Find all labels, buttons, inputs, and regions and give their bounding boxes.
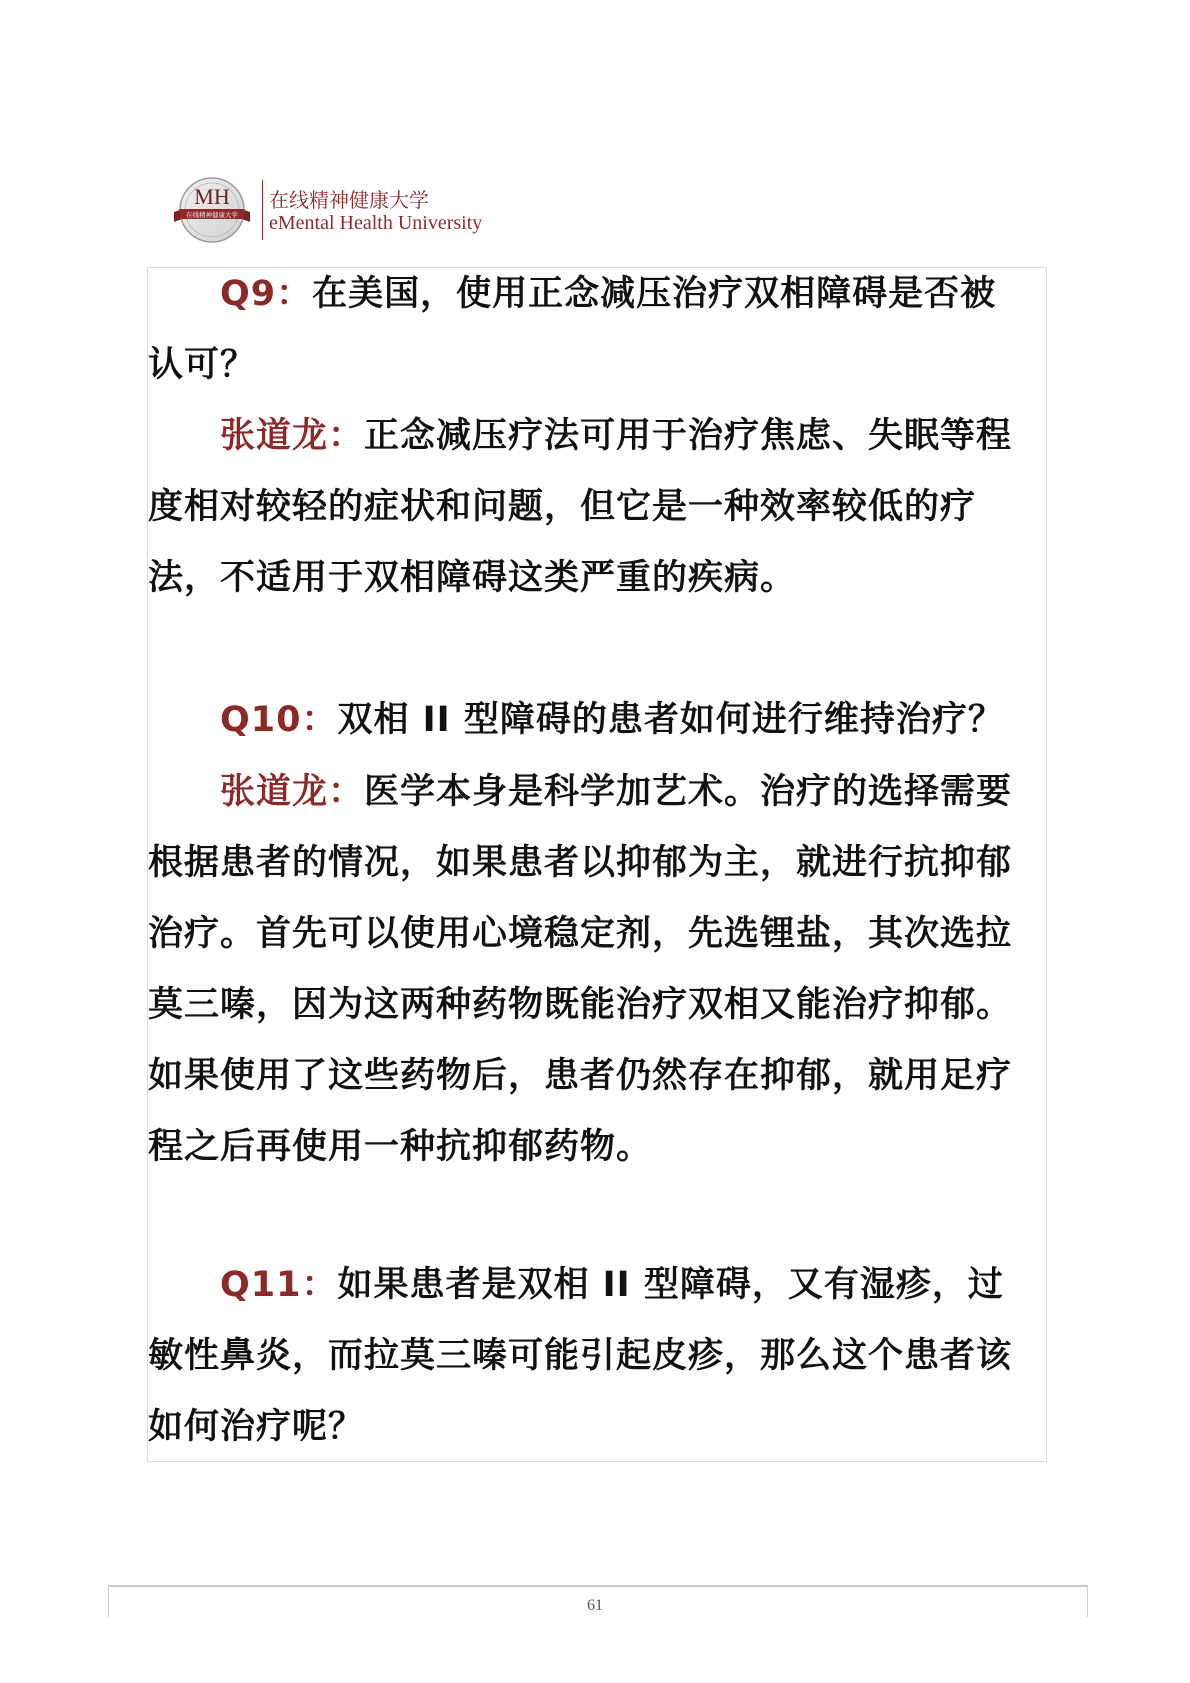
question-text: 双相 II 型障碍的患者如何进行维持治疗？ bbox=[337, 700, 1004, 740]
qa-content-box bbox=[147, 267, 1047, 1462]
logo-ribbon-text: 在线精神健康大学 bbox=[186, 211, 238, 219]
question-q9 bbox=[148, 259, 1018, 401]
footer-divider bbox=[108, 1585, 1088, 1587]
answer-text: 医学本身是科学加艺术。治疗的选择需要根据患者的情况，如果患者以抑郁为主，就进行抗抑郁治疗。首先可以使用心境稳定剂，先选锂盐，其次选拉莫三嗪，因为这两种药物既能治疗双相又能治疗抑郁。如果使用了这些药物后，患者仍然存在抑郁，就用足疗程之后再使用一种抗抑郁药物。 bbox=[148, 772, 1013, 1167]
university-logo bbox=[170, 174, 500, 250]
question-q10 bbox=[148, 685, 1018, 756]
seal-emblem-icon bbox=[172, 176, 252, 244]
page-number: 61 bbox=[587, 1597, 603, 1614]
logo-divider bbox=[262, 180, 263, 240]
question-text: 在美国，使用正念减压治疗双相障碍是否被认可？ bbox=[148, 274, 997, 385]
answer-a10 bbox=[148, 757, 1018, 1183]
question-label: Q11： bbox=[220, 1265, 338, 1305]
answer-text: 正念减压疗法可用于治疗焦虑、失眠等程度相对较轻的症状和问题，但它是一种效率较低的疗法，不适用于双相障碍这类严重的疾病。 bbox=[148, 416, 1013, 598]
answer-a9 bbox=[148, 401, 1018, 614]
logo-name-cn: 在线精神健康大学 bbox=[269, 188, 429, 212]
logo-monogram: MH bbox=[194, 184, 230, 209]
speaker-label: 张道龙： bbox=[220, 772, 365, 812]
logo-name-en: eMental Health University bbox=[269, 212, 483, 234]
speaker-label: 张道龙： bbox=[220, 416, 365, 456]
question-text: 如果患者是双相 II 型障碍，又有湿疹，过敏性鼻炎，而拉莫三嗪可能引起皮疹，那么这个患者该如何治疗呢？ bbox=[148, 1265, 1013, 1447]
question-label: Q9： bbox=[220, 274, 313, 314]
question-q11 bbox=[148, 1250, 1018, 1463]
question-label: Q10： bbox=[220, 700, 338, 740]
